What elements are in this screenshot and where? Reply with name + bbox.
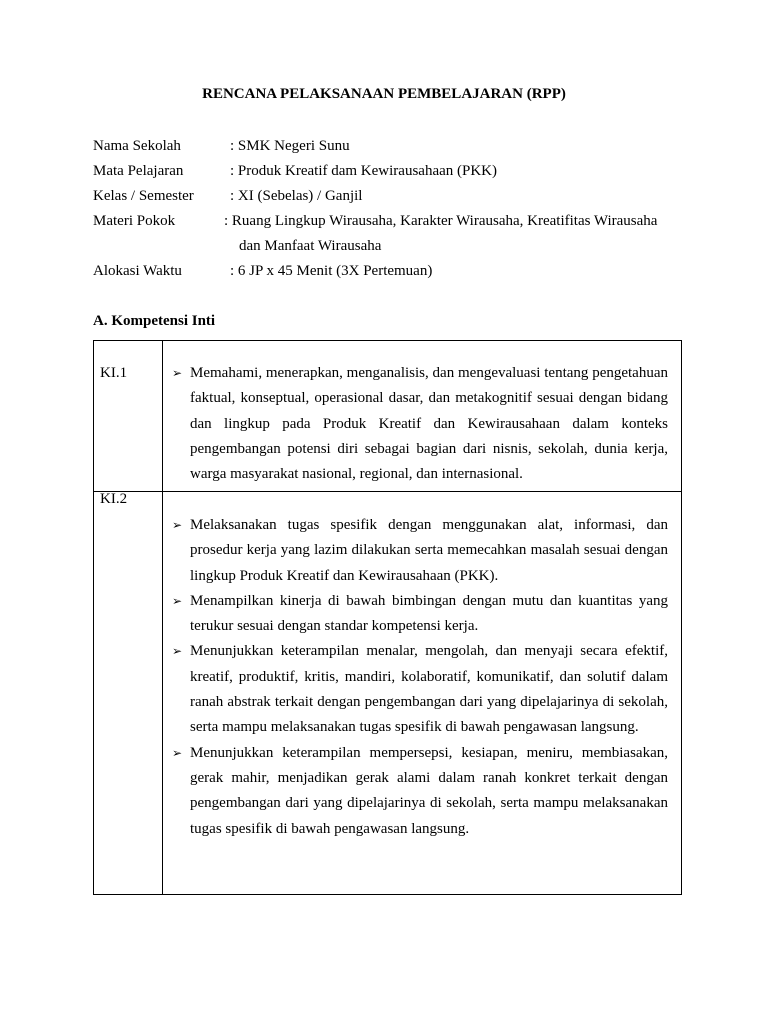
ki-item bbox=[172, 589, 668, 640]
identity-label: Materi Pokok bbox=[93, 213, 176, 229]
ki-item-text: Menunjukkan keterampilan menalar, mengolah, dan menyaji secara efektif, kreatif, produktif, kritis, mandiri, kolaboratif, komunikatif, dan solutif dalam ranah abstrak terkait dengan pengembangan dari yang dipelajarinya di sekolah, serta mampu melaksanakan tugas spesifik di bawah pengawasan langsung. bbox=[190, 643, 668, 736]
arrowhead-bullet-icon: ➢ bbox=[172, 366, 183, 380]
ki-item-text: Menampilkan kinerja di bawah bimbingan dengan mutu dan kuantitas yang terukur sesuai dengan standar kompetensi kerja. bbox=[190, 592, 668, 635]
identity-value: : 6 JP x 45 Menit (3X Pertemuan) bbox=[230, 263, 433, 279]
ki-item-text: Menunjukkan keterampilan mempersepsi, kesiapan, meniru, membiasakan, gerak mahir, menjadikan gerak alami dalam ranah konkret terkait dengan pengembangan dari yang dipelajarinya di sekolah, serta mampu melaksanakan tugas spesifik di bawah pengawasan langsung. bbox=[190, 744, 668, 837]
ki-item-text: Melaksanakan tugas spesifik dengan menggunakan alat, informasi, dan prosedur kerja yang lazim dilakukan serta memecahkan masalah sesuai dengan lingkup Produk Kreatif dan Kewirausahaan (PKK). bbox=[190, 517, 668, 584]
table-row-divider bbox=[94, 491, 681, 492]
ki-code: KI.1 bbox=[100, 365, 128, 381]
document-title: RENCANA PELAKSANAAN PEMBELAJARAN (RPP) bbox=[202, 86, 566, 102]
identity-label: Mata Pelajaran bbox=[93, 163, 184, 179]
ki-content bbox=[172, 513, 668, 842]
identity-value: : SMK Negeri Sunu bbox=[230, 138, 350, 154]
identity-label: Kelas / Semester bbox=[93, 188, 194, 204]
ki-item bbox=[172, 513, 668, 589]
ki-item bbox=[172, 741, 668, 842]
arrowhead-bullet-icon: ➢ bbox=[172, 644, 183, 659]
section-heading: A. Kompetensi Inti bbox=[93, 313, 216, 329]
identity-value-continuation: dan Manfaat Wirausaha bbox=[239, 238, 382, 254]
arrowhead-bullet-icon: ➢ bbox=[172, 518, 183, 532]
identity-value: : Ruang Lingkup Wirausaha, Karakter Wirausaha, Kreatifitas Wirausaha bbox=[224, 213, 658, 229]
arrowhead-bullet-icon: ➢ bbox=[172, 745, 183, 760]
kompetensi-inti-table bbox=[93, 340, 682, 895]
ki-content bbox=[172, 361, 668, 487]
identity-value: : XI (Sebelas) / Ganjil bbox=[230, 188, 363, 204]
identity-label: Alokasi Waktu bbox=[93, 263, 182, 279]
ki-code: KI.2 bbox=[100, 491, 128, 507]
ki-item-text: Memahami, menerapkan, menganalisis, dan mengevaluasi tentang pengetahuan faktual, konseptual, operasional dasar, dan metakognitif sesuai dengan bidang dan lingkup pada Produk Kreatif dan Kewirausahaan dalam konteks pengembangan potensi diri sebagai bagian dari nisnis, sekolah, dunia kerja, warga masyarakat nasional, regional, dan internasional. bbox=[190, 365, 668, 483]
ki-item bbox=[172, 639, 668, 740]
arrowhead-bullet-icon: ➢ bbox=[172, 593, 183, 608]
identity-value: : Produk Kreatif dam Kewirausahaan (PKK) bbox=[230, 163, 498, 179]
ki-item bbox=[172, 361, 668, 487]
identity-label: Nama Sekolah bbox=[93, 138, 181, 154]
table-column-divider bbox=[162, 341, 163, 894]
